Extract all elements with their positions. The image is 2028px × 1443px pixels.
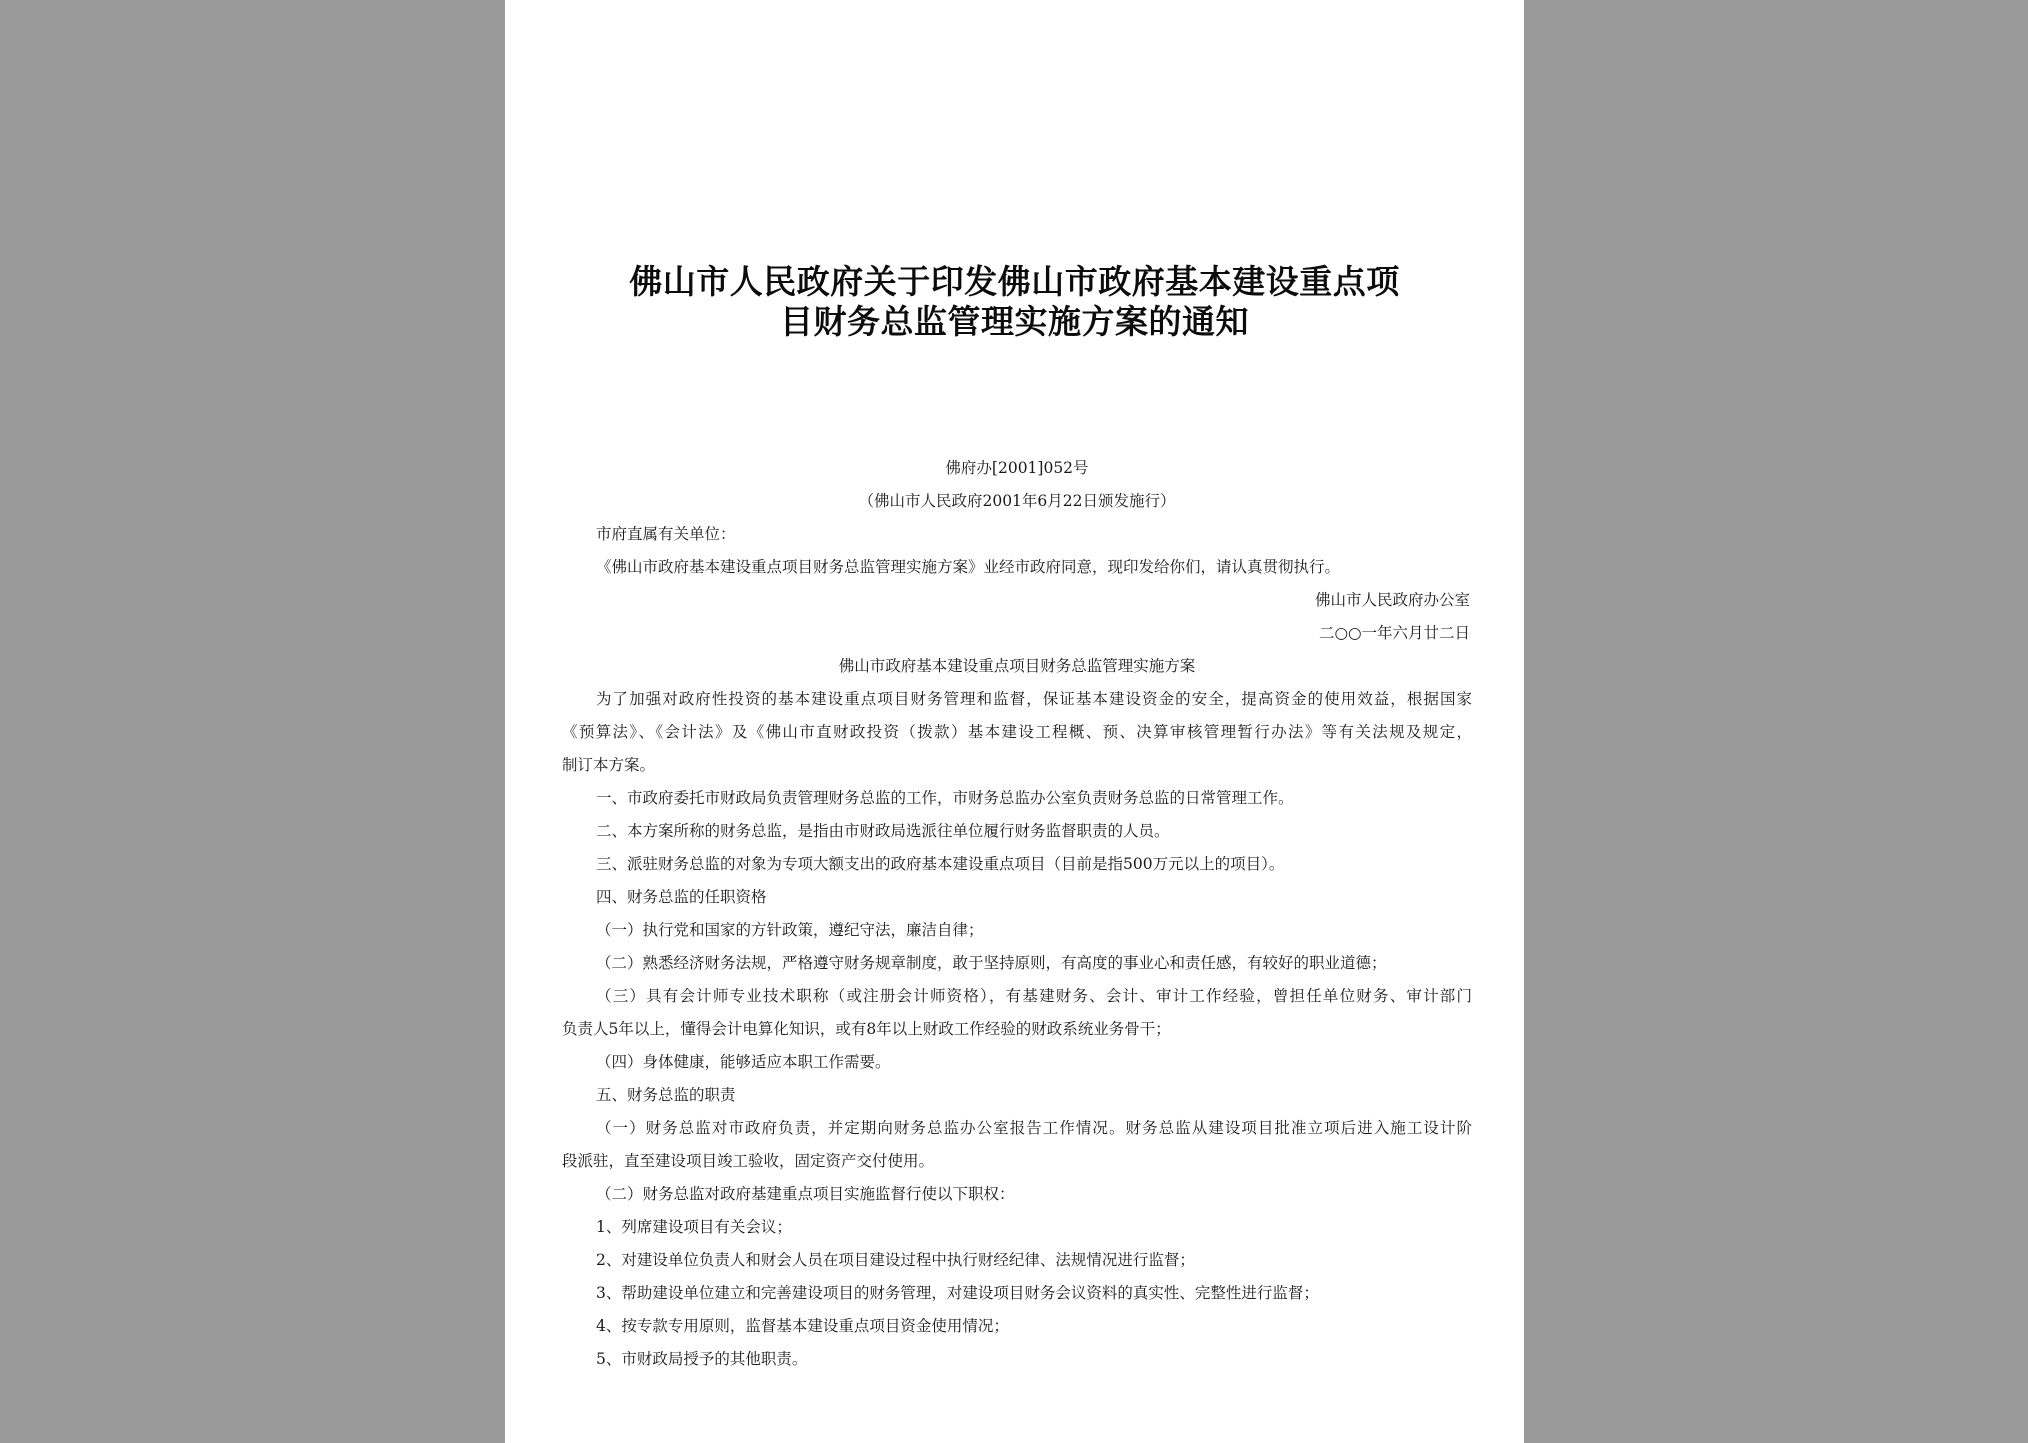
- document-title: [545, 262, 1484, 342]
- title-line-1: 佛山市人民政府关于印发佛山市政府基本建设重点项: [629, 262, 1400, 301]
- section-qualifications: 四、财务总监的任职资格: [596, 888, 767, 906]
- qualification-4: （四）身体健康，能够适应本职工作需要。: [596, 1053, 891, 1071]
- intro-paragraph: 《佛山市政府基本建设重点项目财务总监管理实施方案》业经市政府同意，现印发给你们，请认真贯彻执行。: [596, 558, 1341, 576]
- power-3: 3、帮助建设单位建立和完善建设项目的财务管理，对建设项目财务会议资料的真实性、完整性进行监督；: [596, 1284, 1319, 1302]
- preamble-line: 制订本方案。: [562, 756, 656, 774]
- issue-note: （佛山市人民政府2001年6月22日颁发施行）: [858, 492, 1176, 510]
- attachment-title: 佛山市政府基本建设重点项目财务总监管理实施方案: [838, 657, 1196, 675]
- qualification-1: （一）执行党和国家的方针政策，遵纪守法，廉洁自律；: [596, 921, 984, 939]
- document-body: [562, 452, 1472, 1376]
- addressee: 市府直属有关单位：: [596, 525, 736, 543]
- title-line-2: 目财务总监管理实施方案的通知: [780, 302, 1249, 341]
- preamble-line: 《预算法》、《会计法》及《佛山市直财政投资（拨款）基本建设工程概、预、决算审核管理暂行办法》等有关法规及规定，: [562, 723, 1472, 741]
- duty-2: （二）财务总监对政府基建重点项目实施监督行使以下职权：: [596, 1185, 1015, 1203]
- item-1: 一、市政府委托市财政局负责管理财务总监的工作，市财务总监办公室负责财务总监的日常管理工作。: [596, 789, 1294, 807]
- preamble-line: 为了加强对政府性投资的基本建设重点项目财务管理和监督，保证基本建设资金的安全，提高资金的使用效益，根据国家: [596, 690, 1472, 708]
- duty-1-line: （一）财务总监对市政府负责，并定期向财务总监办公室报告工作情况。财务总监从建设项目批准立项后进入施工设计阶: [596, 1119, 1472, 1137]
- section-duties: 五、财务总监的职责: [596, 1086, 736, 1104]
- item-3: 三、派驻财务总监的对象为专项大额支出的政府基本建设重点项目（目前是指500万元以上的项目）。: [596, 855, 1285, 873]
- signature-org: 佛山市人民政府办公室: [1314, 591, 1470, 609]
- item-2: 二、本方案所称的财务总监，是指由市财政局选派往单位履行财务监督职责的人员。: [596, 822, 1170, 840]
- qualification-3-line: 负责人5年以上，懂得会计电算化知识，或有8年以上财政工作经验的财政系统业务骨干；: [562, 1020, 1171, 1038]
- power-5: 5、市财政局授予的其他职责。: [596, 1350, 808, 1368]
- duty-1-line: 段派驻，直至建设项目竣工验收，固定资产交付使用。: [562, 1152, 935, 1170]
- doc-number: 佛府办[2001]052号: [945, 459, 1089, 477]
- power-4: 4、按专款专用原则，监督基本建设重点项目资金使用情况；: [596, 1317, 1009, 1335]
- document-page: [505, 0, 1524, 1443]
- signature-date: 二○○一年六月廿二日: [1318, 624, 1470, 642]
- qualification-2: （二）熟悉经济财务法规，严格遵守财务规章制度，敢于坚持原则，有高度的事业心和责任感，有较好的职业道德；: [596, 954, 1387, 972]
- power-2: 2、对建设单位负责人和财会人员在项目建设过程中执行财经纪律、法规情况进行监督；: [596, 1251, 1195, 1269]
- qualification-3-line: （三）具有会计师专业技术职称（或注册会计师资格），有基建财务、会计、审计工作经验，曾担任单位财务、审计部门: [596, 987, 1472, 1005]
- power-1: 1、列席建设项目有关会议；: [596, 1218, 792, 1236]
